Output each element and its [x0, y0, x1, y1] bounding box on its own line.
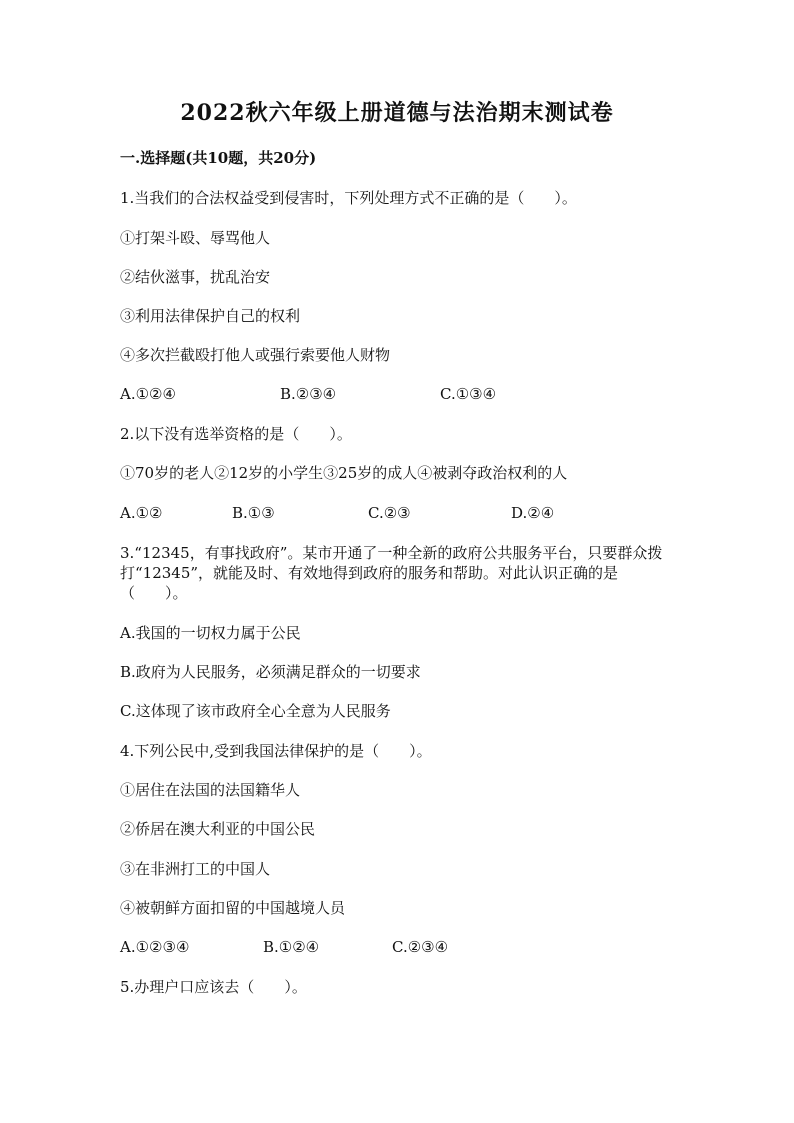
question-1-option-b: B.②③④ — [280, 385, 337, 403]
question-4-item-1: ①居住在法国的法国籍华人 — [120, 781, 301, 799]
question-2-stem: 2.以下没有选举资格的是（ ）。 — [120, 425, 352, 443]
question-3-option-c: C.这体现了该市政府全心全意为人民服务 — [120, 702, 391, 720]
question-4-item-2: ②侨居在澳大利亚的中国公民 — [120, 820, 316, 838]
question-2-option-b: B.①③ — [232, 504, 275, 522]
question-1-item-4: ④多次拦截殴打他人或强行索要他人财物 — [120, 346, 391, 364]
question-1-item-3: ③利用法律保护自己的权利 — [120, 307, 301, 325]
question-3-option-a: A.我国的一切权力属于公民 — [120, 624, 301, 642]
question-4-item-4: ④被朝鲜方面扣留的中国越境人员 — [120, 899, 346, 917]
question-1-item-1: ①打架斗殴、辱骂他人 — [120, 229, 271, 247]
question-4-option-a: A.①②③④ — [120, 938, 190, 956]
question-4-stem: 4.下列公民中,受到我国法律保护的是（ ）。 — [120, 742, 432, 760]
question-1-option-a: A.①②④ — [120, 385, 176, 403]
page-title: 2022秋六年级上册道德与法治期末测试卷 — [180, 100, 614, 126]
question-2-item-1: ①70岁的老人②12岁的小学生③25岁的成人④被剥夺政治权利的人 — [120, 464, 568, 482]
question-4-option-b: B.①②④ — [263, 938, 320, 956]
question-2-option-c: C.②③ — [368, 504, 411, 522]
question-2-option-a: A.①② — [120, 504, 163, 522]
section-heading: 一.选择题(共10题，共20分) — [120, 149, 317, 167]
question-1-item-2: ②结伙滋事，扰乱治安 — [120, 268, 271, 286]
question-1-stem: 1.当我们的合法权益受到侵害时，下列处理方式不正确的是（ ）。 — [120, 189, 577, 207]
question-4-option-c: C.②③④ — [392, 938, 449, 956]
question-5-stem: 5.办理户口应该去（ ）。 — [120, 978, 307, 996]
question-3-option-b: B.政府为人民服务，必须满足群众的一切要求 — [120, 663, 421, 681]
question-2-option-d: D.②④ — [511, 504, 555, 522]
question-1-option-c: C.①③④ — [440, 385, 497, 403]
question-4-item-3: ③在非洲打工的中国人 — [120, 860, 271, 878]
question-3-stem: 3.“12345，有事找政府”。某市开通了一种全新的政府公共服务平台，只要群众拨打“12345”，就能及时、有效地得到政府的服务和帮助。对此认识正确的是（ ）。 — [120, 544, 663, 602]
